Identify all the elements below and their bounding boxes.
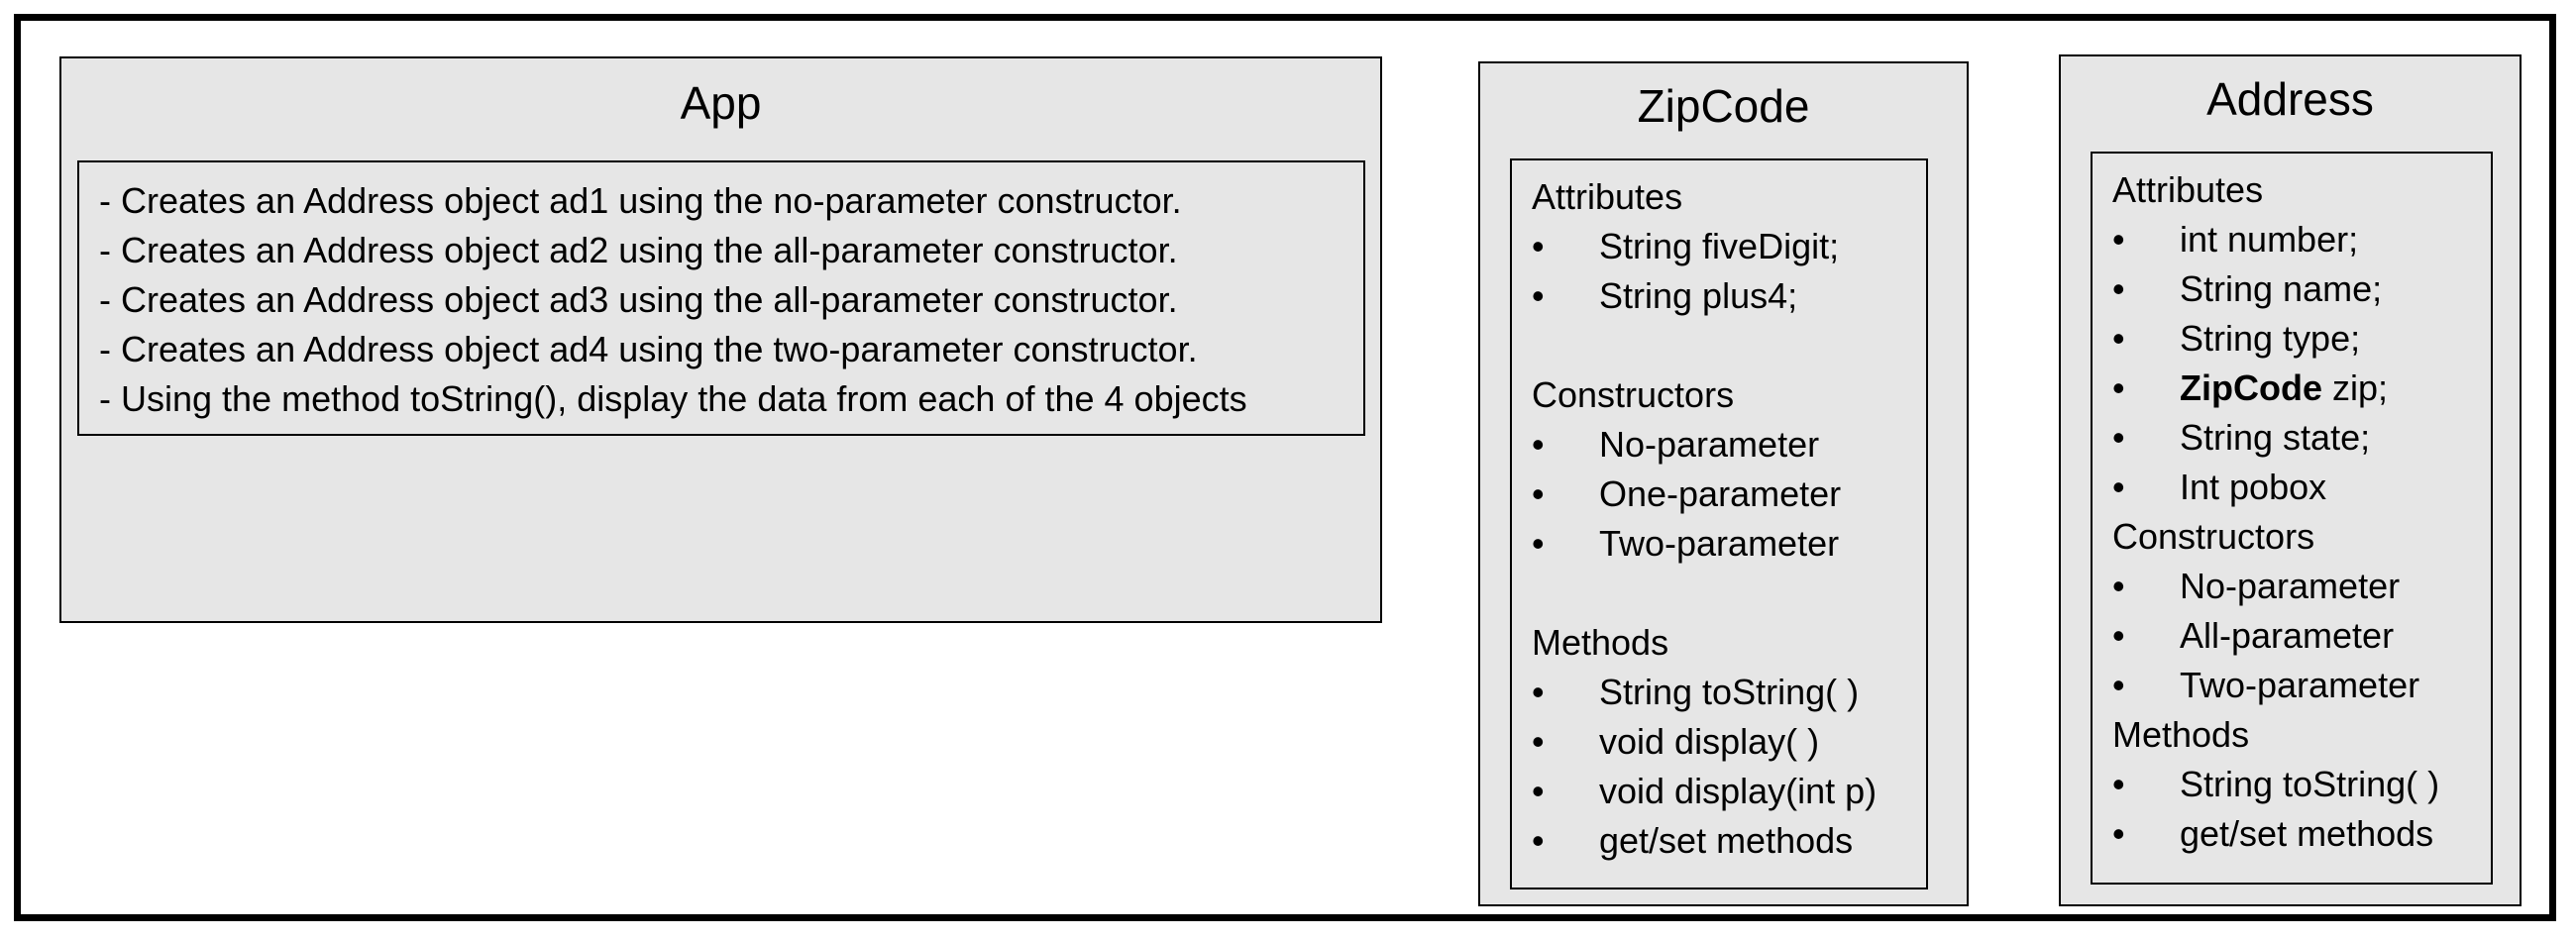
- address-attribute: • String name;: [2112, 268, 2383, 309]
- zipcode-constructor: • No-parameter: [1532, 424, 1820, 465]
- address-class-box: [2059, 54, 2522, 906]
- app-line: - Creates an Address object ad1 using the no-parameter constructor.: [99, 180, 1182, 221]
- zipcode-members-box: [1510, 158, 1928, 889]
- address-members-box: [2091, 152, 2493, 885]
- zipcode-class-title: ZipCode: [1637, 80, 1810, 132]
- app-class-box: [59, 56, 1382, 623]
- zipcode-constructors-heading: Constructors: [1532, 374, 1735, 415]
- app-line: - Creates an Address object ad3 using the all-parameter constructor.: [99, 279, 1178, 320]
- address-attribute: • String type;: [2112, 318, 2361, 359]
- address-attributes-heading: Attributes: [2112, 169, 2264, 210]
- zipcode-constructor: • One-parameter: [1532, 473, 1842, 514]
- address-constructor: • All-parameter: [2112, 615, 2395, 656]
- zipcode-method: • get/set methods: [1532, 820, 1854, 861]
- zipcode-method: • String toString( ): [1532, 672, 1860, 712]
- zipcode-methods-heading: Methods: [1532, 622, 1669, 663]
- address-method: • get/set methods: [2112, 813, 2434, 854]
- address-constructor: • Two-parameter: [2112, 665, 2420, 705]
- address-attribute: • String state;: [2112, 417, 2371, 458]
- zipcode-attribute: • String fiveDigit;: [1532, 226, 1840, 266]
- address-attribute: • Int pobox: [2112, 467, 2327, 507]
- zipcode-class-box: [1478, 61, 1969, 906]
- app-class-title: App: [680, 77, 762, 129]
- app-line: - Creates an Address object ad4 using the two-parameter constructor.: [99, 329, 1198, 369]
- address-methods-heading: Methods: [2112, 714, 2250, 755]
- address-method: • String toString( ): [2112, 764, 2440, 804]
- zipcode-attributes-heading: Attributes: [1532, 176, 1683, 217]
- zipcode-method: • void display(int p): [1532, 771, 1878, 811]
- zipcode-type-label: ZipCode: [2180, 367, 2322, 408]
- app-description-box: [77, 160, 1365, 436]
- zipcode-attribute: • String plus4;: [1532, 275, 1798, 316]
- app-line: - Creates an Address object ad2 using the all-parameter constructor.: [99, 230, 1178, 270]
- zipcode-method: • void display( ): [1532, 721, 1820, 762]
- address-attribute-zip: • ZipCode zip;: [2112, 367, 2389, 408]
- zipcode-constructor: • Two-parameter: [1532, 523, 1840, 564]
- address-constructors-heading: Constructors: [2112, 516, 2315, 557]
- address-class-title: Address: [2206, 73, 2374, 125]
- app-line: - Using the method toString(), display the data from each of the 4 objects: [99, 378, 1247, 419]
- address-constructor: • No-parameter: [2112, 566, 2401, 606]
- address-attribute: • int number;: [2112, 219, 2359, 260]
